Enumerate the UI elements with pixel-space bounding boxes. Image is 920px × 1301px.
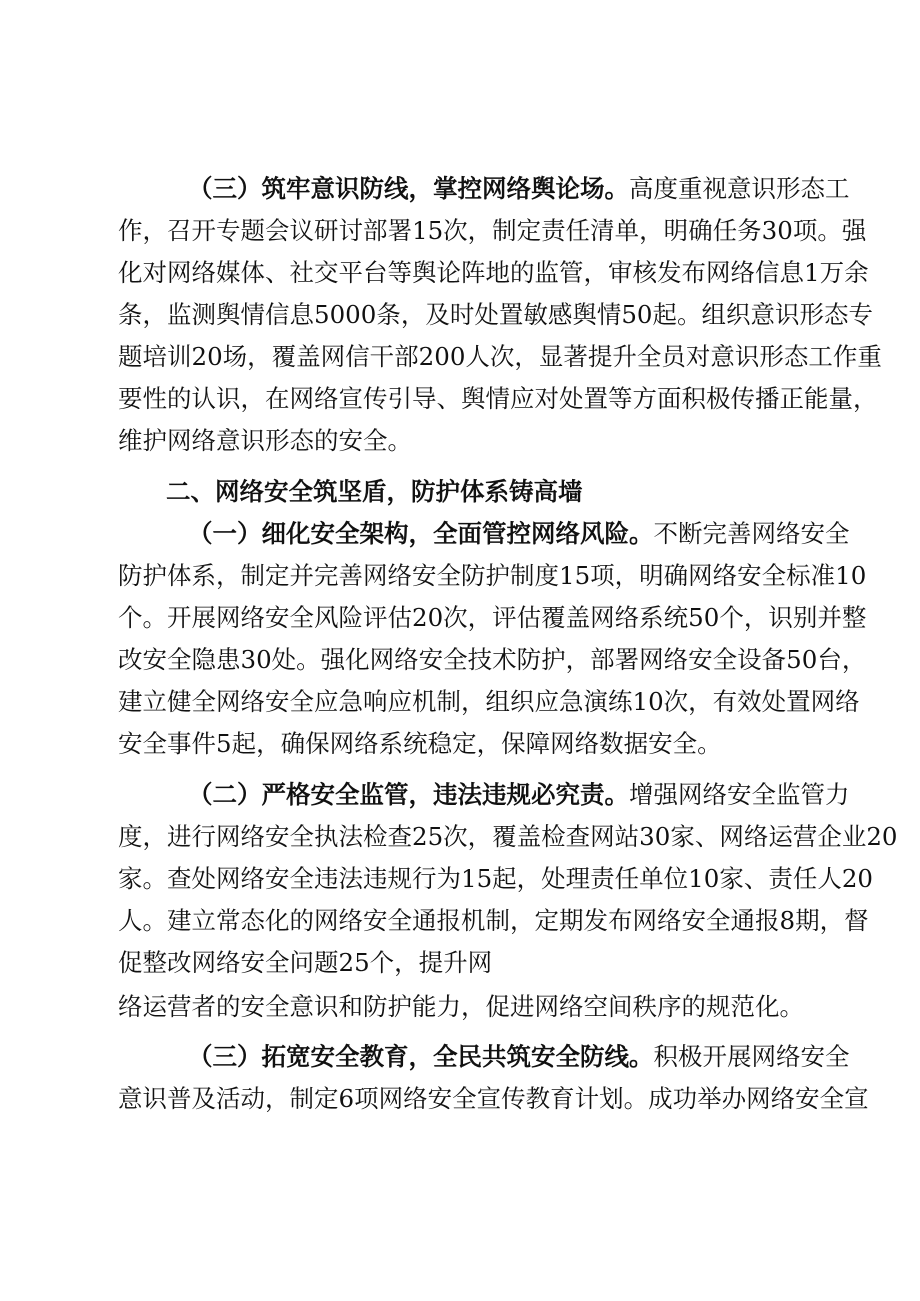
paragraph-line: 促整改网络安全问题25个，提升网	[118, 948, 493, 977]
section-heading: 二、网络安全筑坚盾，防护体系铸高墙	[166, 477, 583, 506]
paragraph-lead: （三）筑牢意识防线，掌控网络舆论场。	[188, 174, 629, 203]
paragraph-text: 增强网络安全监管力	[629, 780, 850, 809]
paragraph-line: 防护体系，制定并完善网络安全防护制度15项，明确网络安全标准10	[118, 561, 867, 590]
paragraph-line: 个。开展网络安全风险评估20次，评估覆盖网络系统50个，识别并整	[118, 603, 867, 632]
paragraph-line: 人。建立常态化的网络安全通报机制，定期发布网络安全通报8期，督	[118, 906, 869, 935]
paragraph-line	[188, 1040, 850, 1074]
paragraph-line: 度，进行网络安全执法检查25次，覆盖检查网站30家、网络运营企业20	[118, 822, 898, 851]
paragraph-line: 题培训20场，覆盖网信干部200人次，显著提升全员对意识形态工作重	[118, 342, 882, 371]
paragraph-line: 维护网络意识形态的安全。	[118, 426, 412, 455]
paragraph-line: 要性的认识，在网络宣传引导、舆情应对处置等方面积极传播正能量，	[118, 384, 878, 413]
paragraph-line	[188, 172, 850, 206]
paragraph-lead: （一）细化安全架构，全面管控网络风险。	[188, 519, 654, 548]
paragraph-line: 络运营者的安全意识和防护能力，促进网络空间秩序的规范化。	[118, 992, 804, 1021]
paragraph-line: 条，监测舆情信息5000条，及时处置敏感舆情50起。组织意识形态专	[118, 300, 874, 329]
paragraph-text: 积极开展网络安全	[653, 1042, 850, 1071]
paragraph-text: 不断完善网络安全	[653, 519, 850, 548]
paragraph-line: 建立健全网络安全应急响应机制，组织应急演练10次，有效处置网络	[118, 687, 860, 716]
paragraph-text: 高度重视意识形态工	[629, 174, 850, 203]
paragraph-line	[188, 778, 850, 812]
paragraph-line: 家。查处网络安全违法违规行为15起，处理责任单位10家、责任人20	[118, 864, 874, 893]
paragraph-line: 意识普及活动，制定6项网络安全宣传教育计划。成功举办网络安全宣	[118, 1084, 869, 1113]
paragraph-line: 改安全隐患30处。强化网络安全技术防护，部署网络安全设备50台，	[118, 645, 867, 674]
paragraph-lead: （二）严格安全监管，违法违规必究责。	[188, 780, 629, 809]
paragraph-line: 化对网络媒体、社交平台等舆论阵地的监管，审核发布网络信息1万余	[118, 258, 869, 287]
paragraph-line: 安全事件5起，确保网络系统稳定，保障网络数据安全。	[118, 729, 722, 758]
paragraph-line: 作，召开专题会议研讨部署15次，制定责任清单，明确任务30项。强	[118, 216, 867, 245]
paragraph-lead: （三）拓宽安全教育，全民共筑安全防线。	[188, 1042, 654, 1071]
paragraph-line	[188, 517, 850, 551]
